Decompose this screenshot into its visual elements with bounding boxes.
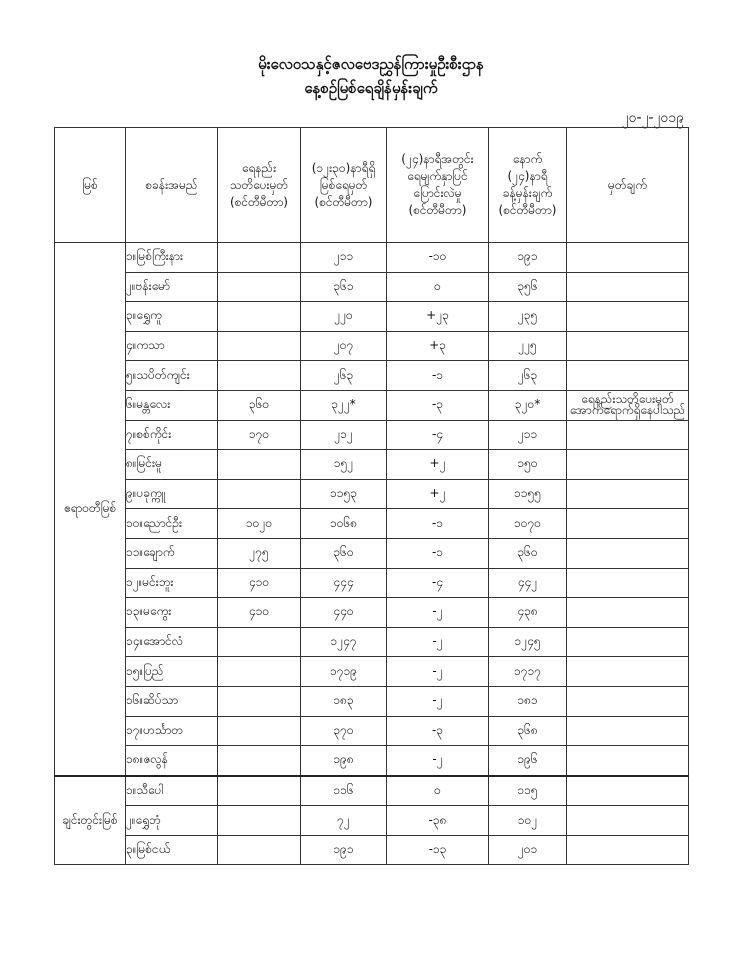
remark-cell	[567, 479, 689, 509]
remark-cell: ရေနည်းသတိပေးမှတ် အောက်ရောက်ရှိနေပါသည်	[567, 390, 689, 420]
change-cell: -၂	[387, 627, 489, 657]
current-level-cell: ၃၂၂*	[301, 390, 387, 420]
header-forecast	[489, 128, 567, 243]
forecast-cell: ၃၅၆	[489, 272, 567, 302]
station-cell: ၉။ပခုက္ကူ	[126, 479, 218, 509]
station-cell: ၁၈။ဇလွန်	[126, 746, 218, 776]
station-cell: ၈။မြင်းမူ	[126, 450, 218, 480]
forecast-cell: ၁၈၁	[489, 686, 567, 716]
change-cell: -၃၈	[387, 806, 489, 836]
header-line: မြစ်ရေမှတ်	[319, 177, 368, 192]
header-line: (စင်တီမီတာ)	[498, 203, 557, 217]
remark-cell	[567, 627, 689, 657]
danger-level-cell	[218, 746, 301, 776]
station-cell: ၁၂။မင်းဘူး	[126, 568, 218, 598]
station-cell: ၅။သပိတ်ကျင်း	[126, 361, 218, 391]
change-cell: -၂	[387, 657, 489, 687]
remark-cell	[567, 450, 689, 480]
station-cell: ၂။ရွှေဘုံ	[126, 806, 218, 836]
river-name-cell: ဧရာဝတီမြစ်	[55, 243, 126, 776]
table-row	[55, 746, 689, 776]
header-line: ရေနည်း	[241, 160, 277, 175]
forecast-cell: ၂၂၅	[489, 331, 567, 361]
table-row	[55, 538, 689, 568]
header-change	[387, 128, 489, 243]
danger-level-cell: ၄၁၀	[218, 568, 301, 598]
change-cell: ၀	[387, 272, 489, 302]
header-line: ခန့်မှန်းချက်	[502, 186, 553, 200]
current-level-cell: ၁၁၆	[301, 776, 387, 806]
change-cell: -၁၃	[387, 835, 489, 865]
forecast-cell: ၂၃၅	[489, 302, 567, 332]
remark-cell	[567, 806, 689, 836]
change-cell: +၂၃	[387, 302, 489, 332]
current-level-cell: ၁၅၂	[301, 450, 387, 480]
station-cell: ၁၁။ချောက်	[126, 538, 218, 568]
forecast-cell: ၃၂၀*	[489, 390, 567, 420]
current-level-cell: ၁၀၆၈	[301, 509, 387, 539]
station-cell: ၁၀။ညောင်ဦး	[126, 509, 218, 539]
header-row	[55, 128, 689, 243]
current-level-cell: ၂၀၇	[301, 331, 387, 361]
table-row	[55, 657, 689, 687]
remark-cell	[567, 420, 689, 450]
forecast-cell: ၁၇၁၇	[489, 657, 567, 687]
danger-level-cell: ၁၀၂၀	[218, 509, 301, 539]
header-line: (၂၄)နာရီအတွင်း	[401, 152, 474, 166]
station-cell: ၁။သီပေါ	[126, 776, 218, 806]
danger-level-cell: ၄၁၀	[218, 598, 301, 628]
forecast-cell: ၁၁၅၅	[489, 479, 567, 509]
station-cell: ၂။ဗန်းမော်	[126, 272, 218, 302]
remark-cell	[567, 243, 689, 273]
danger-level-cell	[218, 302, 301, 332]
current-level-cell: ၄၄၄	[301, 568, 387, 598]
station-cell: ၁၅။ပြည်	[126, 657, 218, 687]
danger-level-cell	[218, 272, 301, 302]
change-cell: -၄	[387, 420, 489, 450]
table-row	[55, 331, 689, 361]
header-station: စခန်းအမည်	[126, 128, 218, 243]
report-date: ၂၀-၂-၂၀၁၉	[621, 110, 684, 126]
danger-level-cell	[218, 361, 301, 391]
remark-cell	[567, 776, 689, 806]
table-row	[55, 390, 689, 420]
station-cell: ၁၇။ဟင်္သာတ	[126, 716, 218, 746]
header-current	[301, 128, 387, 243]
current-level-cell: ၇၂	[301, 806, 387, 836]
change-cell: -၁	[387, 538, 489, 568]
change-cell: -၁	[387, 361, 489, 391]
current-level-cell: ၂၂၀	[301, 302, 387, 332]
table-row	[55, 806, 689, 836]
table-row	[55, 627, 689, 657]
table-row	[55, 716, 689, 746]
header-line: (၁၂း၃၀)နာရီရှိ	[311, 160, 376, 175]
change-cell: ၀	[387, 776, 489, 806]
report-title: မိုးလေဝသနှင့်ဇလဗေဒညွှန်ကြားမှုဦးစီးဌာန	[258, 55, 484, 73]
danger-level-cell	[218, 776, 301, 806]
remark-cell	[567, 835, 689, 865]
station-cell: ၁။မြစ်ကြီးနား	[126, 243, 218, 273]
remark-cell	[567, 746, 689, 776]
change-cell: -၂	[387, 598, 489, 628]
report-subtitle: နေ့စဉ်မြစ်ရေချိန်မှန်းချက်	[304, 79, 438, 97]
forecast-cell: ၃၆၀	[489, 538, 567, 568]
station-cell: ၁၄။အောင်လံ	[126, 627, 218, 657]
danger-level-cell	[218, 243, 301, 273]
header-line: (စင်တီမီတာ)	[314, 194, 373, 209]
remark-cell	[567, 568, 689, 598]
danger-level-cell: ၃၆၀	[218, 390, 301, 420]
header-remark: မှတ်ချက်	[567, 128, 689, 243]
danger-level-cell: ၁၇၀	[218, 420, 301, 450]
header-line: (စင်တီမီတာ)	[230, 194, 288, 209]
forecast-cell: ၂၁၁	[489, 420, 567, 450]
current-level-cell: ၂၁၁	[301, 243, 387, 273]
current-level-cell: ၁၉၈	[301, 746, 387, 776]
forecast-cell: ၁၁၅	[489, 776, 567, 806]
table-row	[55, 272, 689, 302]
forecast-cell: ၄၃၈	[489, 598, 567, 628]
current-level-cell: ၂၁၂	[301, 420, 387, 450]
forecast-cell: ၁၉၁	[489, 243, 567, 273]
station-cell: ၃။ရွှေကူ	[126, 302, 218, 332]
table-row	[55, 479, 689, 509]
remark-cell	[567, 331, 689, 361]
table-row	[55, 361, 689, 391]
forecast-cell: ၁၅၀	[489, 450, 567, 480]
change-cell: +၂	[387, 479, 489, 509]
table-row	[55, 598, 689, 628]
current-level-cell: ၃၇၀	[301, 716, 387, 746]
remark-cell	[567, 657, 689, 687]
header-line: ရေမျက်နှာပြင်	[407, 169, 468, 183]
change-cell: -၁	[387, 509, 489, 539]
danger-level-cell: ၂၇၅	[218, 538, 301, 568]
change-cell: +၃	[387, 331, 489, 361]
danger-level-cell	[218, 450, 301, 480]
current-level-cell: ၃၆၁	[301, 272, 387, 302]
station-cell: ၆။မန္တလေး	[126, 390, 218, 420]
change-cell: -၃	[387, 716, 489, 746]
river-name-cell: ချင်းတွင်းမြစ်	[55, 776, 126, 865]
remark-cell	[567, 272, 689, 302]
header-line: (၂၄)နာရီ	[507, 169, 548, 183]
current-level-cell: ၄၄၀	[301, 598, 387, 628]
table-row	[55, 835, 689, 865]
table-row	[55, 302, 689, 332]
station-cell: ၃။မြစ်ငယ်	[126, 835, 218, 865]
table-body	[55, 243, 689, 865]
river-level-table	[54, 127, 689, 865]
header-line: နောက်	[512, 152, 543, 166]
change-cell: -၂	[387, 686, 489, 716]
remark-cell	[567, 302, 689, 332]
forecast-cell: ၁၉၆	[489, 746, 567, 776]
danger-level-cell	[218, 835, 301, 865]
table-row	[55, 243, 689, 273]
station-cell: ၇။စစ်ကိုင်း	[126, 420, 218, 450]
station-cell: ၁၃။မကွေး	[126, 598, 218, 628]
danger-level-cell	[218, 686, 301, 716]
header-river: မြစ်	[55, 128, 126, 243]
current-level-cell: ၁၉၁	[301, 835, 387, 865]
danger-level-cell	[218, 331, 301, 361]
table-row	[55, 568, 689, 598]
remark-cell	[567, 716, 689, 746]
current-level-cell: ၂၆၃	[301, 361, 387, 391]
header-danger	[218, 128, 301, 243]
table-row	[55, 509, 689, 539]
change-cell: -၄	[387, 568, 489, 598]
forecast-cell: ၄၄၂	[489, 568, 567, 598]
station-cell: ၄။ကသာ	[126, 331, 218, 361]
header-line: သတိပေးမှတ်	[229, 177, 289, 192]
current-level-cell: ၃၆၀	[301, 538, 387, 568]
forecast-cell: ၂၀၁	[489, 835, 567, 865]
change-cell: -၁၀	[387, 243, 489, 273]
forecast-cell: ၃၆၈	[489, 716, 567, 746]
danger-level-cell	[218, 627, 301, 657]
table-row	[55, 450, 689, 480]
forecast-cell: ၁၂၄၅	[489, 627, 567, 657]
remark-cell	[567, 538, 689, 568]
remark-cell	[567, 509, 689, 539]
forecast-cell: ၁၀၂	[489, 806, 567, 836]
forecast-cell: ၁၀၇၀	[489, 509, 567, 539]
table-row	[55, 420, 689, 450]
forecast-cell: ၂၆၃	[489, 361, 567, 391]
remark-cell	[567, 361, 689, 391]
remark-cell	[567, 686, 689, 716]
current-level-cell: ၁၇၁၉	[301, 657, 387, 687]
danger-level-cell	[218, 806, 301, 836]
remark-cell	[567, 598, 689, 628]
station-cell: ၁၆။ဆိပ်သာ	[126, 686, 218, 716]
danger-level-cell	[218, 657, 301, 687]
change-cell: -၂	[387, 746, 489, 776]
change-cell: +၂	[387, 450, 489, 480]
table-row	[55, 686, 689, 716]
change-cell: -၃	[387, 390, 489, 420]
header-line: (စင်တီမီတာ)	[408, 203, 467, 217]
current-level-cell: ၁၂၄၇	[301, 627, 387, 657]
danger-level-cell	[218, 716, 301, 746]
current-level-cell: ၁၈၃	[301, 686, 387, 716]
header-line: ပြောင်းလဲမှု	[413, 186, 462, 200]
danger-level-cell	[218, 479, 301, 509]
current-level-cell: ၁၁၅၃	[301, 479, 387, 509]
table-row	[55, 776, 689, 806]
